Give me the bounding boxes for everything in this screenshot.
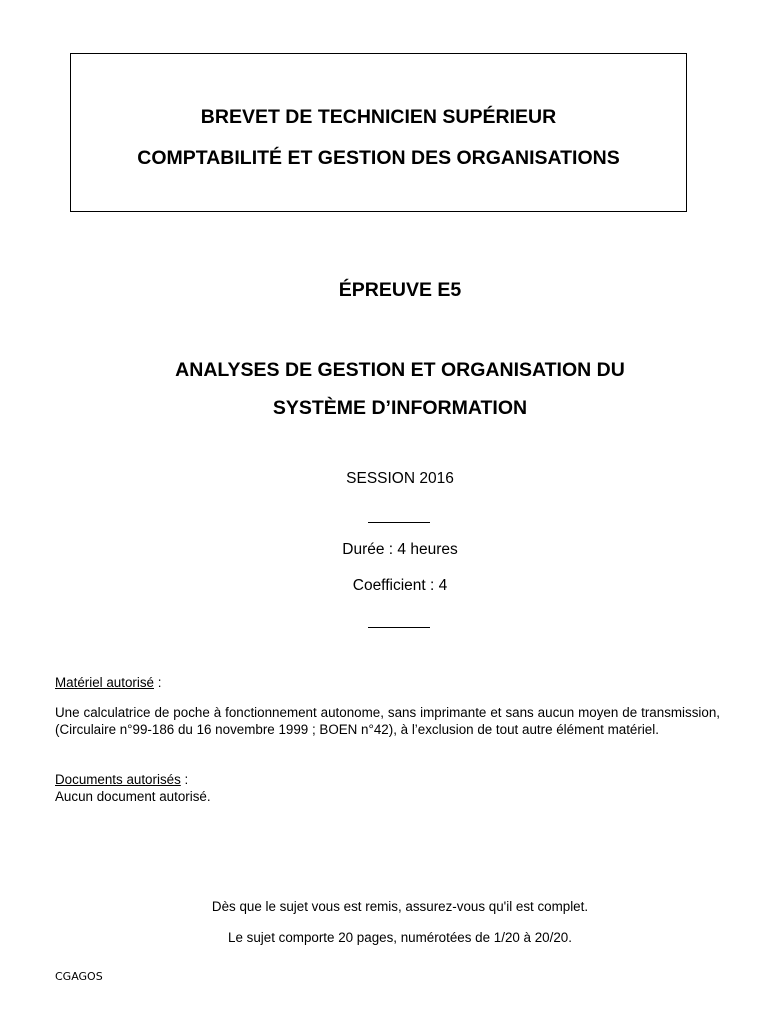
documents-description: Aucun document autorisé. xyxy=(55,789,211,804)
completeness-notice: Dès que le sujet vous est remis, assurez-vous qu'il est complet. xyxy=(211,899,589,914)
duration-label: Durée : 4 heures xyxy=(342,541,458,558)
separator-rule-top xyxy=(368,522,430,523)
specialty-title: COMPTABILITÉ ET GESTION DES ORGANISATIONS xyxy=(137,147,620,169)
diploma-title: BREVET DE TECHNICIEN SUPÉRIEUR xyxy=(200,106,557,128)
exam-number: ÉPREUVE E5 xyxy=(338,279,462,301)
materiel-description: Une calculatrice de poche à fonctionnement autonome, sans imprimante et sans aucun moyen de transmission, (Circulaire n°99-186 du 16 novembre 1999 ; BOEN n°42), à l’exclusion de tout autre élément matériel. xyxy=(55,705,720,737)
subject-code: CGAGOS xyxy=(55,970,103,983)
separator-rule-bottom xyxy=(368,627,430,628)
materiel-heading xyxy=(55,674,720,691)
materiel-heading-colon: : xyxy=(154,675,162,690)
page-count-notice: Le sujet comporte 20 pages, numérotées de 1/20 à 20/20. xyxy=(228,930,572,945)
exam-title-line-2: SYSTÈME D’INFORMATION xyxy=(272,397,528,419)
coefficient-label: Coefficient : 4 xyxy=(352,577,448,594)
documents-heading xyxy=(55,771,720,788)
header-box xyxy=(70,53,687,212)
documents-heading-text: Documents autorisés xyxy=(55,772,181,787)
exam-title-line-1: ANALYSES DE GESTION ET ORGANISATION DU xyxy=(175,359,625,381)
session-label: SESSION 2016 xyxy=(346,470,454,487)
documents-heading-colon: : xyxy=(180,772,189,787)
materiel-heading-text: Matériel autorisé xyxy=(55,675,154,690)
